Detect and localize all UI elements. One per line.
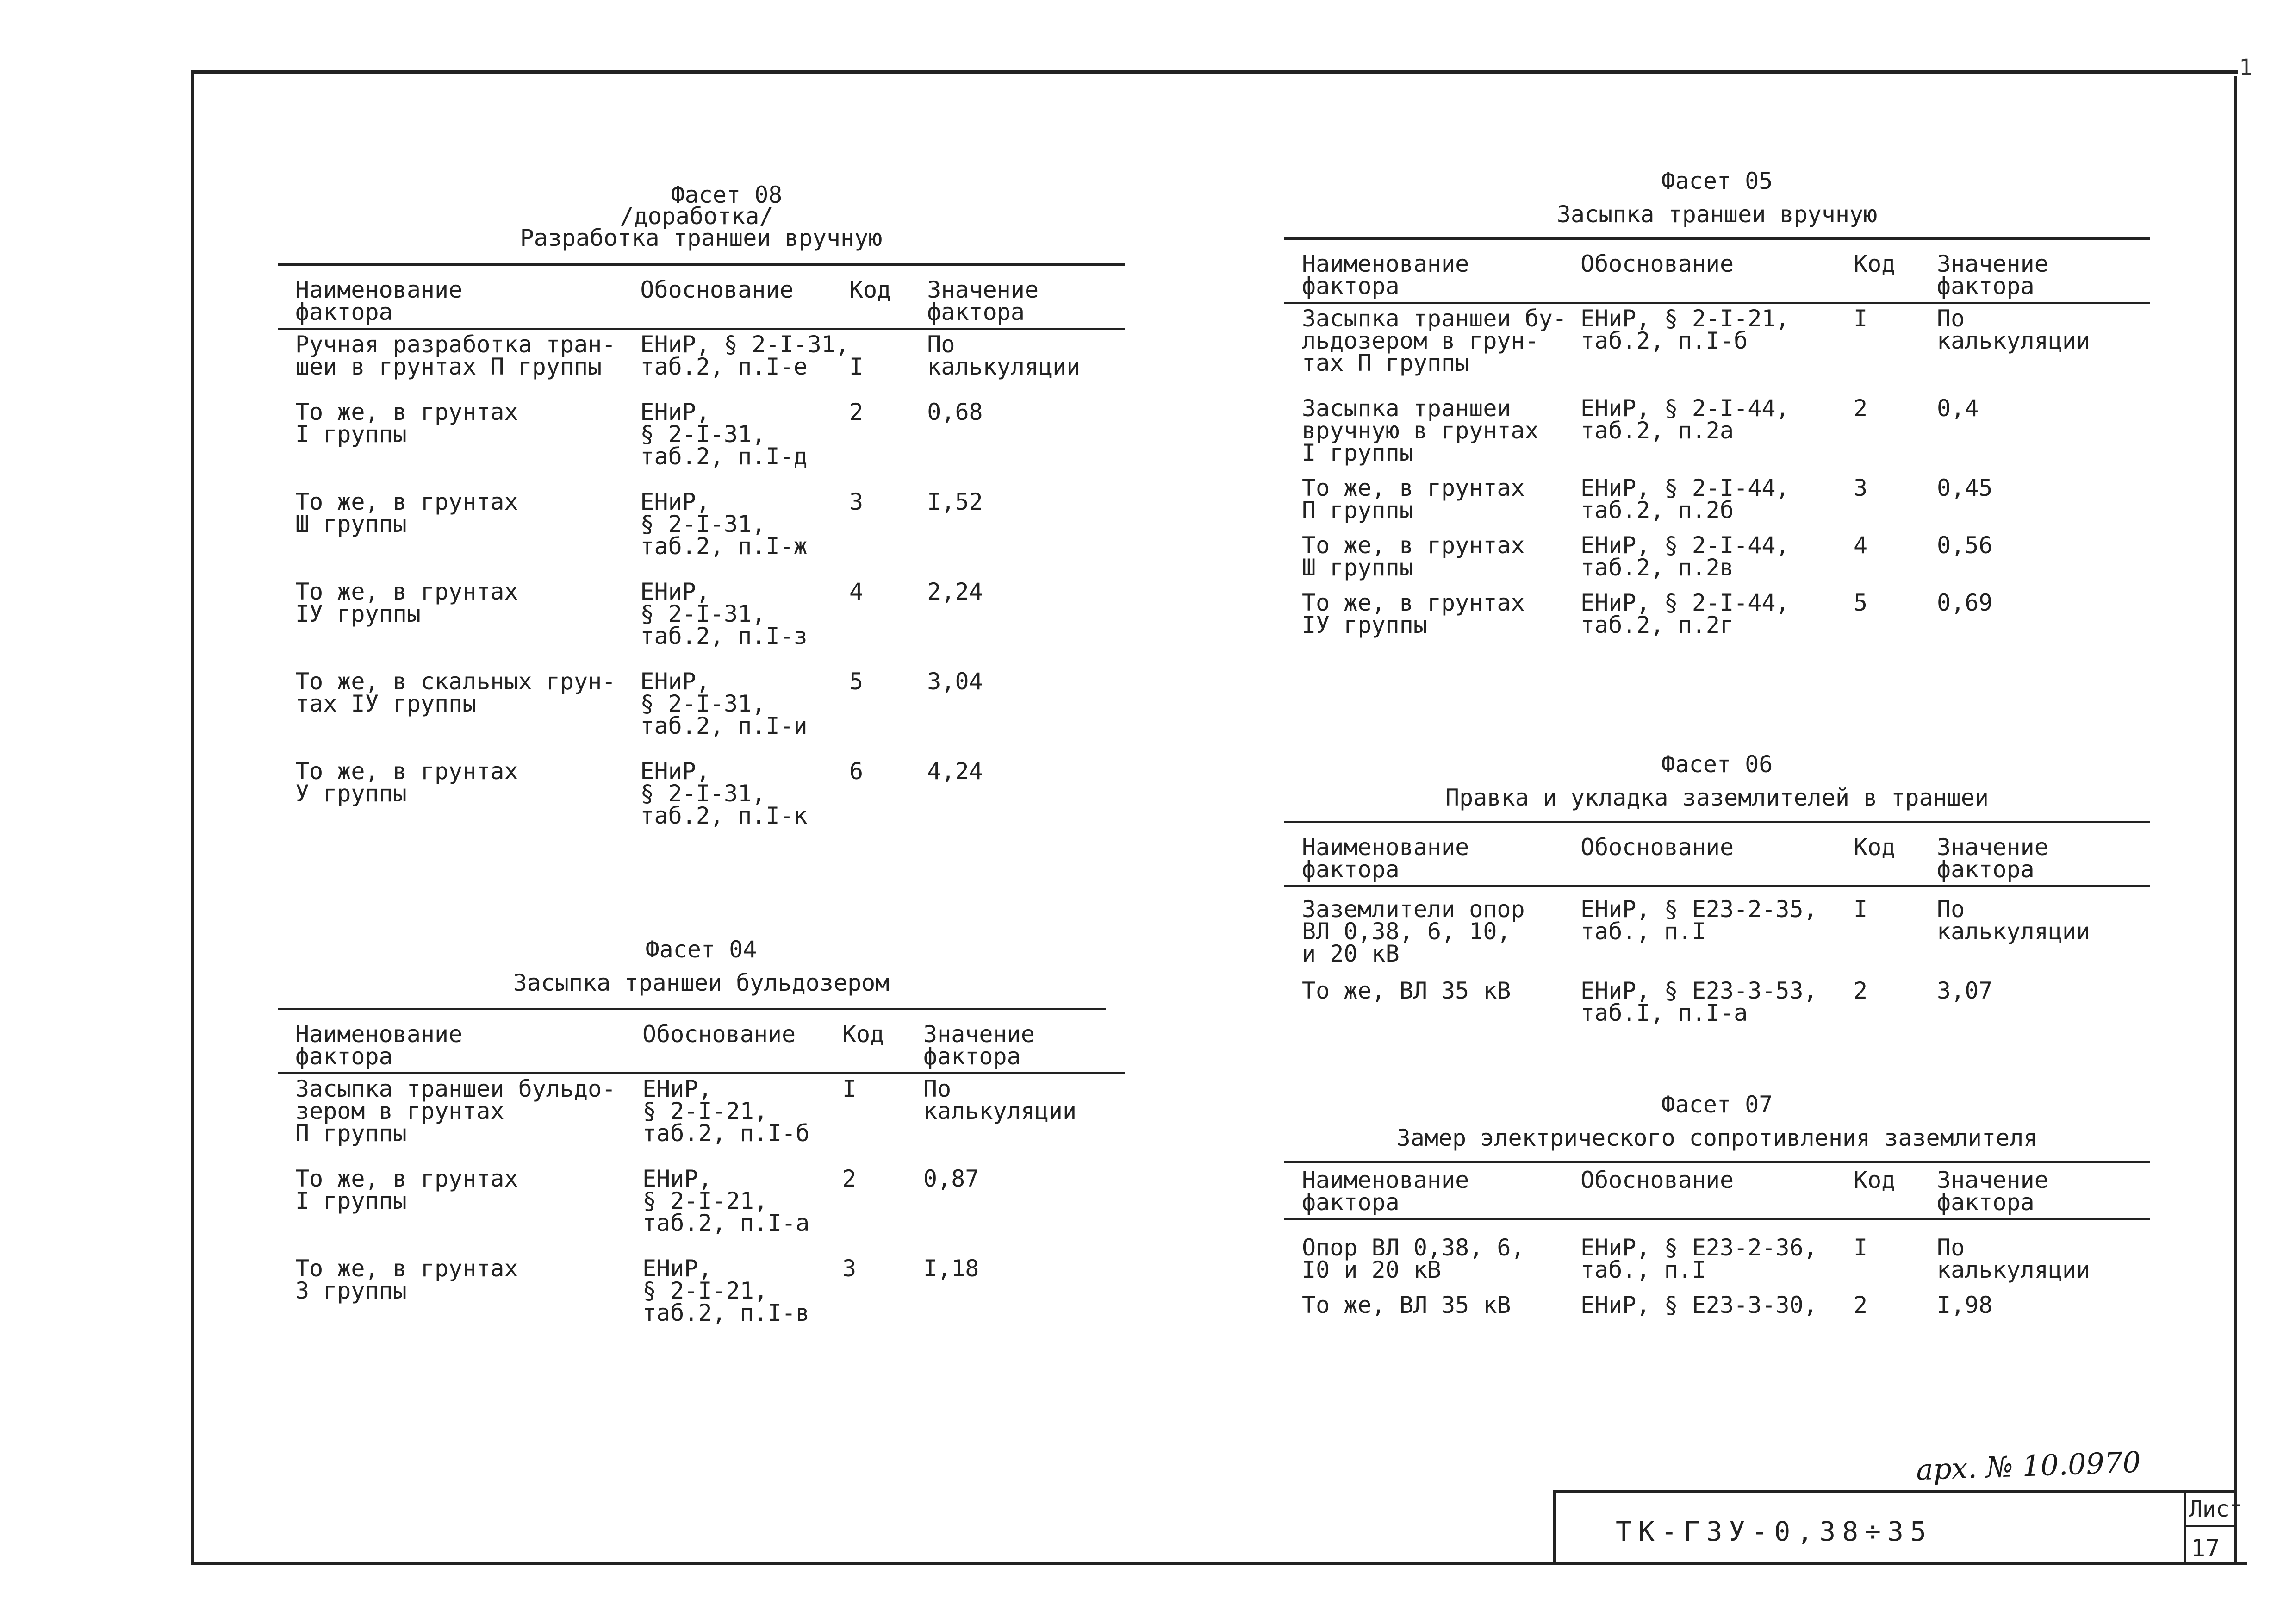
row-value: По калькуляции bbox=[927, 331, 1081, 380]
table-row bbox=[278, 1074, 1125, 1164]
row-name: То же, ВЛ 35 кВ bbox=[1302, 1292, 1511, 1318]
row-code: I bbox=[1854, 1234, 1868, 1261]
frame-left-border bbox=[191, 70, 194, 1565]
row-code: 6 bbox=[849, 758, 864, 785]
facet-table bbox=[278, 1010, 1125, 1343]
row-basis: ЕНиР, § 2-I-44, таб.2, п.2а bbox=[1580, 395, 1790, 444]
facet-table bbox=[1284, 1163, 2150, 1321]
header-code: Код bbox=[1854, 834, 1896, 861]
row-name: То же, в грунтах 3 группы bbox=[295, 1255, 518, 1304]
sheet-cell bbox=[2184, 1493, 2243, 1565]
row-name: То же, в грунтах I группы bbox=[295, 399, 518, 448]
row-code: 2 bbox=[1854, 1292, 1868, 1318]
header-basis: Обоснование bbox=[642, 1021, 796, 1048]
header-value: Значение фактора bbox=[927, 276, 1039, 325]
facet-05 bbox=[1284, 164, 2150, 656]
table-row bbox=[1284, 976, 2150, 1033]
header-value: Значение фактора bbox=[923, 1021, 1035, 1070]
row-basis: ЕНиР, § Е23-3-30, bbox=[1580, 1292, 1817, 1318]
frame-right-border bbox=[2234, 76, 2237, 1565]
facet-title: Фасет 07 bbox=[1661, 1091, 1773, 1118]
table-row bbox=[278, 487, 1125, 577]
table-row bbox=[1284, 304, 2150, 394]
table-row bbox=[1284, 473, 2150, 531]
row-value: 4,24 bbox=[927, 758, 983, 785]
row-name: Засыпка траншеи вручную в грунтах I группы bbox=[1302, 395, 1539, 466]
row-basis: ЕНиР, § Е23-2-36, таб., п.I bbox=[1580, 1234, 1817, 1283]
row-code: 3 bbox=[842, 1255, 857, 1282]
facet-note: /доработка/ bbox=[620, 203, 773, 230]
facet-title: Фасет 08 bbox=[671, 181, 783, 208]
frame-top-border bbox=[192, 70, 2238, 74]
row-name: Заземлители опор ВЛ 0,38, 6, 10, и 20 кВ bbox=[1302, 896, 1525, 967]
row-value: 3,04 bbox=[927, 668, 983, 695]
table-row bbox=[278, 756, 1125, 846]
facet-subtitle: Разработка траншеи вручную bbox=[520, 225, 883, 251]
row-basis: ЕНиР, § 2-I-44, таб.2, п.2б bbox=[1580, 475, 1790, 524]
header-code: Код bbox=[842, 1021, 884, 1048]
facet-title: Фасет 04 bbox=[645, 936, 757, 963]
table-row bbox=[278, 397, 1125, 487]
header-value: Значение фактора bbox=[1937, 1167, 2048, 1216]
table-row bbox=[1284, 394, 2150, 473]
sheet-label: Лист bbox=[2189, 1496, 2243, 1522]
facet-table bbox=[1284, 823, 2150, 1033]
row-value: 0,69 bbox=[1937, 589, 1993, 616]
row-code: 3 bbox=[849, 488, 864, 515]
row-name: То же, в грунтах Ш группы bbox=[295, 488, 518, 537]
corner-mark: 1 bbox=[2239, 55, 2252, 81]
row-value: По калькуляции bbox=[1937, 1234, 2091, 1283]
facet-07 bbox=[1284, 1088, 2150, 1321]
header-name: Наименование фактора bbox=[295, 1021, 463, 1070]
table-row bbox=[278, 577, 1125, 667]
table-header-row bbox=[278, 266, 1125, 328]
facet-table bbox=[1284, 240, 2150, 656]
row-code: 2 bbox=[842, 1165, 857, 1192]
header-basis: Обоснование bbox=[1580, 1167, 1734, 1193]
table-row bbox=[278, 330, 1125, 397]
sheet-number: 17 bbox=[2191, 1535, 2220, 1562]
table-header-row bbox=[1284, 1163, 2150, 1218]
header-name: Наименование фактора bbox=[1302, 834, 1469, 883]
facet-subtitle: Правка и укладка заземлителей в траншеи bbox=[1445, 784, 1989, 811]
header-basis: Обоснование bbox=[640, 276, 794, 303]
document-code: ТК-ГЗУ-0,38÷35 bbox=[1616, 1516, 1933, 1547]
table-row bbox=[1284, 588, 2150, 656]
table-row bbox=[1284, 1220, 2150, 1290]
row-value: I,98 bbox=[1937, 1292, 1993, 1318]
table-row bbox=[278, 1254, 1125, 1343]
header-basis: Обоснование bbox=[1580, 250, 1734, 277]
row-code: 5 bbox=[1854, 589, 1868, 616]
facet-subtitle: Замер электрического сопротивления заземлителя bbox=[1396, 1124, 2038, 1151]
table-row bbox=[1284, 887, 2150, 976]
row-name: Засыпка траншеи бу- льдозером в грун- тах П группы bbox=[1302, 305, 1567, 376]
row-value: I,52 bbox=[927, 488, 983, 515]
row-value: 0,4 bbox=[1937, 395, 1979, 422]
header-code: Код bbox=[1854, 1167, 1896, 1193]
row-value: 0,87 bbox=[923, 1165, 979, 1192]
facet-04 bbox=[278, 933, 1125, 1343]
facet-08 bbox=[278, 183, 1125, 846]
row-value: 3,07 bbox=[1937, 977, 1993, 1004]
row-name: То же, в грунтах IУ группы bbox=[1302, 589, 1525, 638]
header-code: Код bbox=[1854, 250, 1896, 277]
row-code: 4 bbox=[849, 578, 864, 605]
row-value: 0,45 bbox=[1937, 475, 1993, 501]
row-value: 0,68 bbox=[927, 399, 983, 425]
sheet-number-box bbox=[2186, 1525, 2237, 1568]
row-basis: ЕНиР, § 2-I-21, таб.2, п.I-в bbox=[642, 1255, 810, 1326]
row-value: 0,56 bbox=[1937, 532, 1993, 559]
row-basis: ЕНиР, § 2-I-44, таб.2, п.2г bbox=[1580, 589, 1790, 638]
row-code: 2 bbox=[1854, 395, 1868, 422]
row-name: То же, в скальных грун- тах IУ группы bbox=[295, 668, 616, 717]
row-code: 2 bbox=[849, 399, 864, 425]
row-basis: ЕНиР, § 2-I-21, таб.2, п.I-б bbox=[1580, 305, 1790, 354]
facet-06 bbox=[1284, 748, 2150, 1033]
row-value: По калькуляции bbox=[1937, 896, 2091, 945]
table-row bbox=[1284, 531, 2150, 588]
row-value: По калькуляции bbox=[1937, 305, 2091, 354]
row-name: То же, в грунтах П группы bbox=[1302, 475, 1525, 524]
row-code: 5 bbox=[849, 668, 864, 695]
row-code: I bbox=[842, 1075, 857, 1102]
row-name: То же, в грунтах У группы bbox=[295, 758, 518, 807]
header-name: Наименование фактора bbox=[295, 276, 463, 325]
table-header-row bbox=[1284, 240, 2150, 302]
table-row bbox=[278, 667, 1125, 756]
facet-subtitle: Засыпка траншеи бульдозером bbox=[513, 969, 890, 996]
archive-number-handwritten: арх. № 10.0970 bbox=[1915, 1445, 2141, 1487]
row-name: То же, в грунтах I группы bbox=[295, 1165, 518, 1214]
row-basis: ЕНиР, § 2-I-31, таб.2, п.I-д bbox=[640, 399, 808, 470]
row-name: Ручная разработка тран- шеи в грунтах П группы bbox=[295, 331, 616, 380]
row-code: I bbox=[1854, 305, 1868, 332]
facet-title: Фасет 06 bbox=[1661, 751, 1773, 778]
table-row bbox=[1284, 1290, 2150, 1321]
table-header-row bbox=[278, 1010, 1125, 1072]
row-basis: ЕНиР, § 2-I-21, таб.2, п.I-а bbox=[642, 1165, 810, 1237]
row-basis: ЕНиР, § 2-I-31, таб.2, п.I-ж bbox=[640, 488, 808, 560]
row-name: Опор ВЛ 0,38, 6, I0 и 20 кВ bbox=[1302, 1234, 1525, 1283]
row-name: Засыпка траншеи бульдо- зером в грунтах П группы bbox=[295, 1075, 616, 1147]
facet-subtitle: Засыпка траншеи вручную bbox=[1556, 201, 1878, 228]
row-code: 2 bbox=[1854, 977, 1868, 1004]
table-header-row bbox=[1284, 823, 2150, 885]
row-name: То же, ВЛ 35 кВ bbox=[1302, 977, 1511, 1004]
table-row bbox=[278, 1164, 1125, 1254]
title-block-stamp bbox=[1553, 1490, 2243, 1565]
row-code: 3 bbox=[1854, 475, 1868, 501]
row-basis: ЕНиР, § 2-I-31, таб.2, п.I-з bbox=[640, 578, 808, 650]
row-code: 4 bbox=[1854, 532, 1868, 559]
header-name: Наименование фактора bbox=[1302, 1167, 1469, 1216]
facet-title: Фасет 05 bbox=[1661, 168, 1773, 194]
header-name: Наименование фактора bbox=[1302, 250, 1469, 300]
row-value: I,18 bbox=[923, 1255, 979, 1282]
row-basis: ЕНиР, § 2-I-31, таб.2, п.I-е bbox=[640, 331, 849, 380]
row-basis: ЕНиР, § Е23-3-53, таб.I, п.I-а bbox=[1580, 977, 1817, 1026]
row-name: То же, в грунтах Ш группы bbox=[1302, 532, 1525, 581]
row-basis: ЕНиР, § 2-I-31, таб.2, п.I-к bbox=[640, 758, 808, 829]
row-basis: ЕНиР, § Е23-2-35, таб., п.I bbox=[1580, 896, 1817, 945]
row-basis: ЕНиР, § 2-I-31, таб.2, п.I-и bbox=[640, 668, 808, 739]
row-basis: ЕНиР, § 2-I-44, таб.2, п.2в bbox=[1580, 532, 1790, 581]
row-name: То же, в грунтах IУ группы bbox=[295, 578, 518, 627]
header-value: Значение фактора bbox=[1937, 834, 2048, 883]
facet-table bbox=[278, 266, 1125, 846]
row-code: I bbox=[849, 353, 864, 380]
row-code: I bbox=[1854, 896, 1868, 923]
row-value: 2,24 bbox=[927, 578, 983, 605]
header-code: Код bbox=[849, 276, 891, 303]
header-basis: Обоснование bbox=[1580, 834, 1734, 861]
row-value: По калькуляции bbox=[923, 1075, 1077, 1124]
row-basis: ЕНиР, § 2-I-21, таб.2, п.I-б bbox=[642, 1075, 810, 1147]
header-value: Значение фактора bbox=[1937, 250, 2048, 300]
